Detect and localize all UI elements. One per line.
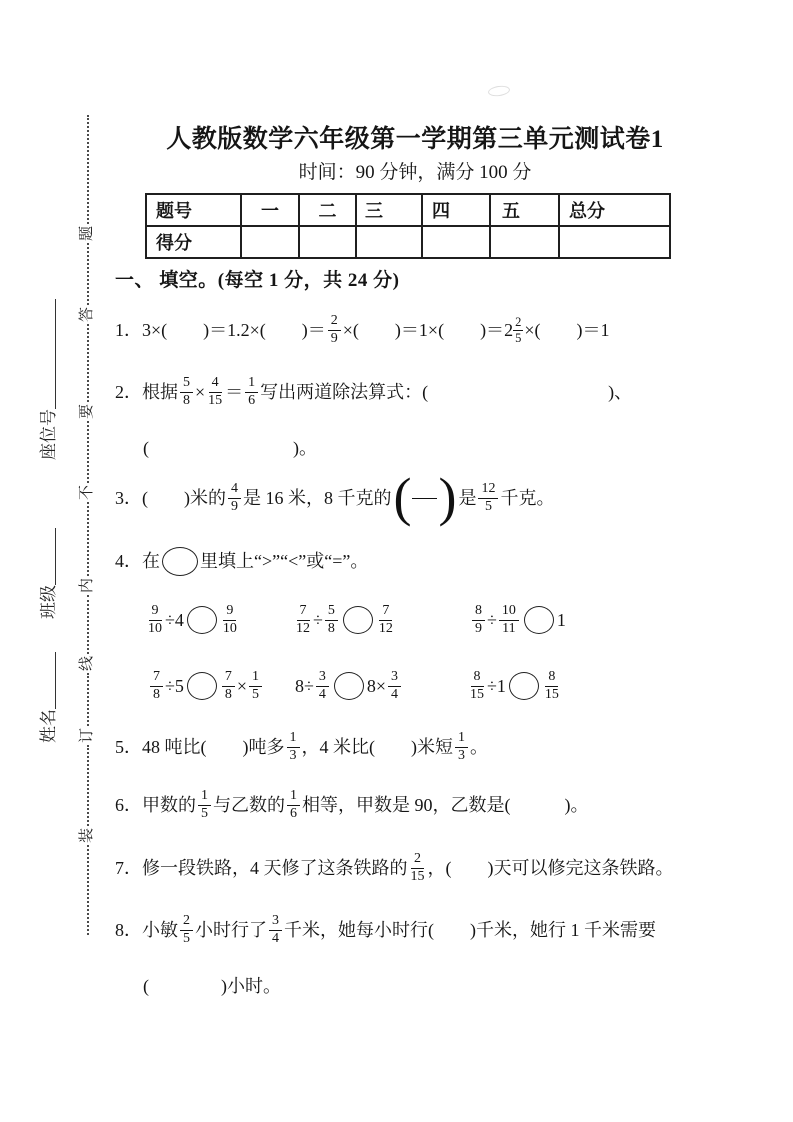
fraction-numerator: 2 (328, 313, 341, 330)
score-table-header-cell: 一 (241, 194, 299, 226)
comparison-circle (334, 672, 364, 700)
mixed-number (504, 315, 524, 345)
fraction (499, 603, 519, 636)
fraction-denominator: 11 (502, 620, 516, 636)
fraction-denominator: 4 (272, 930, 279, 946)
fraction-numerator: 2 (515, 315, 522, 330)
score-cell-3 (356, 226, 422, 258)
score-cell-5 (490, 226, 559, 258)
comparison-circle (187, 672, 217, 700)
fraction-denominator: 10 (222, 620, 237, 636)
fraction (316, 669, 329, 702)
left-paren-icon: ( (393, 467, 412, 528)
q4-compare-b1: $\frac{7}{8}$ ÷5 $\frac{7}{8}$ × $\frac{1}{5}$ (148, 664, 264, 708)
question-8-line1: 8．小敏 $\frac{2}{5}$ 小时行了 $\frac{3}{4}$ 千米，她每小时行( )千米，她行 1 千米需要 (115, 913, 656, 946)
q4-compare-a2: $\frac{7}{12}$ ÷ $\frac{5}{8}$ $\frac{7}{12}$ (296, 603, 393, 636)
fraction-denominator: 15 (544, 686, 559, 702)
seat-number-blank (55, 299, 56, 409)
score-cell-4 (422, 226, 490, 258)
binding-line (80, 115, 96, 935)
fraction (198, 788, 211, 821)
score-table-score-row (146, 226, 670, 258)
fraction-denominator: 4 (391, 686, 399, 702)
fraction (245, 375, 258, 408)
fraction-denominator: 6 (248, 392, 256, 408)
fraction-denominator: 9 (475, 620, 482, 636)
fraction (472, 603, 485, 636)
q4-compare-a3: $\frac{8}{9}$ ÷ $\frac{10}{11}$ 1 (470, 598, 566, 642)
fraction-numerator: 2 (411, 851, 424, 868)
fraction-denominator: 5 (515, 330, 522, 345)
comparison-circle (524, 606, 554, 634)
fraction-numerator: 1 (245, 375, 258, 392)
fraction-numerator: 9 (149, 603, 162, 620)
fraction-numerator: 1 (198, 788, 211, 805)
fraction-denominator: 8 (224, 686, 232, 702)
fraction-numerator: 3 (388, 669, 401, 686)
q4-compare-b3: $\frac{8}{15}$ ÷1 $\frac{8}{15}$ (470, 669, 559, 702)
binding-char: 题 (79, 225, 96, 241)
comparison-circle (162, 547, 198, 576)
fraction-numerator: 7 (150, 669, 163, 686)
fraction-denominator: 15 (208, 392, 223, 408)
comparison-circle (509, 672, 539, 700)
fraction (325, 603, 338, 636)
fraction (295, 603, 311, 636)
fraction-numerator: 1 (249, 669, 262, 686)
binding-dots (87, 502, 89, 577)
binding-dots (87, 421, 89, 483)
fraction (287, 730, 300, 763)
fraction (388, 669, 401, 702)
fraction-denominator: 4 (318, 686, 326, 702)
binding-char: 不 (79, 484, 96, 500)
page-subtitle: 时间：90 分钟，满分 100 分 (298, 162, 532, 183)
binding-char: 装 (79, 827, 96, 843)
fraction (180, 375, 193, 408)
fraction-denominator: 15 (410, 868, 425, 884)
score-table-header-row (146, 194, 670, 226)
fraction-denominator: 5 (252, 686, 260, 702)
binding-dots (87, 324, 89, 402)
fraction-denominator: 6 (290, 805, 297, 821)
fraction (469, 669, 485, 702)
name-field (37, 643, 59, 743)
fraction-denominator: 12 (296, 620, 310, 636)
fraction-numerator: 10 (499, 603, 519, 620)
binding-char: 要 (79, 403, 96, 419)
fraction-numerator: 2 (180, 913, 193, 930)
question-5: 5．48 吨比( )吨多 $\frac{1}{3}$ ，4 米比( )米短 $\frac{1}{3}$ 。 (115, 730, 488, 763)
fraction (222, 603, 238, 636)
binding-dots (87, 845, 89, 935)
score-cell-total (559, 226, 670, 258)
fraction-denominator: 9 (330, 330, 338, 346)
fraction-denominator: 3 (458, 747, 465, 763)
fraction (228, 481, 241, 514)
score-table-header-cell: 五 (490, 194, 559, 226)
fraction-denominator: 3 (289, 747, 297, 763)
question-7: 7．修一段铁路，4 天修了这条铁路的 $\frac{2}{15}$ ，( )天可以修完这条铁路。 (115, 851, 674, 884)
fraction (287, 788, 300, 821)
fraction-denominator: 8 (153, 686, 160, 702)
score-table-header-cell: 二 (299, 194, 356, 226)
binding-char: 内 (79, 578, 96, 594)
score-table-header-label: 题号 (146, 194, 241, 226)
fraction-numerator: 9 (223, 603, 236, 620)
fraction-denominator: 8 (183, 392, 190, 408)
seat-number-label: 座位号 (38, 409, 58, 460)
score-cell-2 (299, 226, 356, 258)
fraction-numerator: 8 (471, 669, 484, 686)
fraction (207, 375, 223, 408)
fraction-numerator: 1 (287, 788, 300, 805)
question-2-line2: ( )。 (143, 437, 317, 458)
fraction-denominator: 12 (378, 620, 393, 636)
fraction-numerator: 7 (379, 603, 392, 620)
score-table-header-cell: 总分 (559, 194, 670, 226)
fraction-blank (393, 467, 457, 528)
fraction-numerator: 12 (478, 481, 498, 498)
score-cell-1 (241, 226, 299, 258)
fraction (455, 730, 468, 763)
section-heading: 一、 填空。(每空 1 分，共 24 分) (115, 270, 400, 291)
score-table-header-cell: 四 (422, 194, 490, 226)
fraction-numerator: 1 (455, 730, 468, 747)
fraction (544, 669, 560, 702)
question-6: 6．甲数的 $\frac{1}{5}$ 与乙数的 $\frac{1}{6}$ 相等，甲数是 90，乙数是( )。 (115, 788, 589, 821)
class-blank (55, 528, 56, 585)
fraction-denominator: 10 (148, 620, 162, 636)
fraction-numerator: 4 (228, 481, 241, 498)
binding-dots (87, 745, 89, 826)
comparison-circle (343, 606, 373, 634)
question-4: 4．在 里填上“>”“<”或“=”。 (115, 544, 368, 578)
fraction-denominator: 9 (231, 498, 238, 514)
seat-number-field (37, 296, 59, 460)
fraction-denominator: 5 (201, 805, 208, 821)
fraction (478, 481, 498, 514)
page-title: 人教版数学六年级第一学期第三单元测试卷1 (166, 126, 664, 153)
class-label: 班级 (38, 585, 58, 619)
fraction-bar (412, 498, 437, 499)
fraction-numerator: 3 (269, 913, 282, 930)
name-blank (55, 652, 56, 709)
fraction-numerator: 7 (222, 669, 235, 686)
q4-compare-a1: $\frac{9}{10}$ ÷4 $\frac{9}{10}$ (148, 603, 237, 636)
score-table-header-cell: 三 (356, 194, 422, 226)
fraction (150, 669, 163, 702)
fraction-denominator: 5 (183, 930, 190, 946)
fraction-numerator: 4 (209, 375, 222, 392)
binding-char: 线 (79, 656, 96, 672)
fraction-denominator: 5 (484, 498, 492, 514)
question-2-line1: 2．根据 $\frac{5}{8}$ × $\frac{4}{15}$ ＝ $\frac{1}{6}$ 写出两道除法算式：( )、 (115, 375, 633, 408)
fraction-numerator: 8 (472, 603, 485, 620)
fraction-numerator: 3 (316, 669, 329, 686)
right-paren-icon: ) (438, 467, 457, 528)
binding-dots (87, 243, 89, 305)
fraction (147, 603, 163, 636)
fraction (269, 913, 282, 946)
fraction-denominator: 15 (470, 686, 484, 702)
whole-number: 2 (504, 319, 514, 340)
fraction (410, 851, 426, 884)
fraction (222, 669, 235, 702)
fraction-numerator: 5 (325, 603, 338, 620)
fraction-denominator: 8 (327, 620, 335, 636)
question-8-line2: ( )小时。 (143, 975, 281, 996)
score-row-label: 得分 (146, 226, 241, 258)
comparison-circle (187, 606, 217, 634)
q4-compare-b2: 8÷ $\frac{3}{4}$ 8× $\frac{3}{4}$ (295, 664, 403, 708)
fraction (249, 669, 262, 702)
class-field (37, 519, 59, 619)
question-1: 1．3×( )＝1.2×( )＝ $\frac{2}{9}$ ×( )＝1×( )＝ 2 $\frac{2}{5}$ ×( )＝1 (115, 313, 610, 346)
binding-dots (87, 595, 89, 654)
fraction (328, 313, 341, 346)
binding-char: 答 (79, 306, 96, 322)
fraction (378, 603, 394, 636)
fraction-numerator: 5 (180, 375, 193, 392)
question-3: 3．( )米的 $\frac{4}{9}$ 是 16 米，8 千克的 ( ) 是 $\frac{12}{5}$ 千克。 (115, 467, 555, 528)
fraction (513, 315, 523, 345)
fraction (180, 913, 193, 946)
binding-dots (87, 673, 89, 726)
scan-smudge (487, 85, 510, 98)
score-table (145, 193, 671, 259)
fraction-numerator: 8 (545, 669, 558, 686)
binding-char: 订 (79, 728, 96, 744)
fraction-numerator: 1 (287, 730, 300, 747)
binding-dots (87, 115, 89, 224)
fraction-numerator: 7 (297, 603, 310, 620)
name-label: 姓名 (38, 709, 58, 743)
